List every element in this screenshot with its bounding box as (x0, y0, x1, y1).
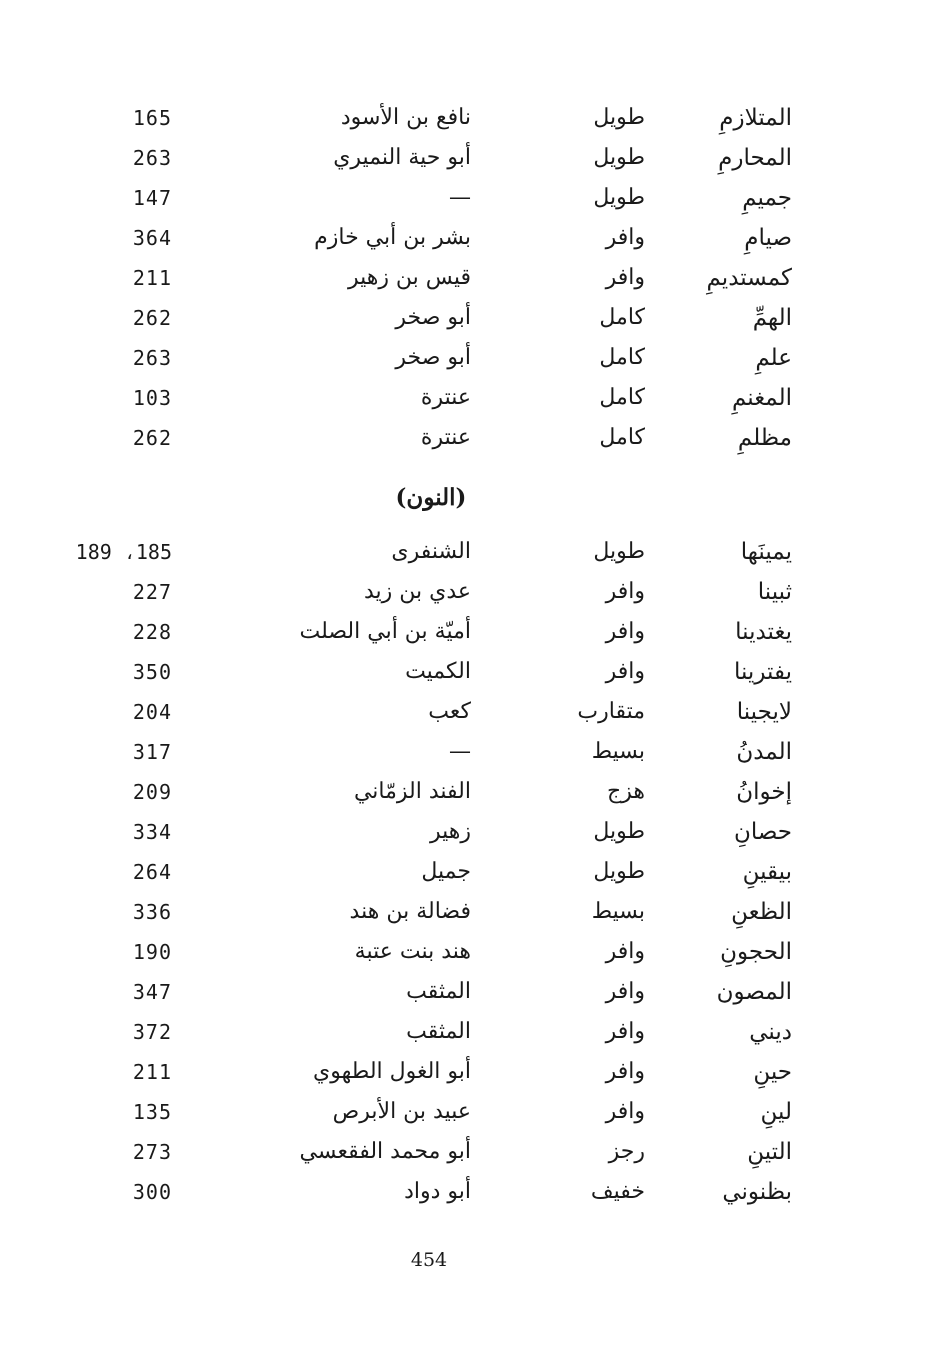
rhyme-word: بيقينِ (742, 859, 792, 885)
table-row (0, 692, 947, 732)
page-reference: 364 (132, 226, 172, 250)
poet-name: قيس بن زهير (347, 265, 471, 290)
page-reference: 336 (132, 900, 172, 924)
table-row (0, 892, 947, 932)
meter: طويل (593, 145, 645, 170)
poet-name: الشنفرى (391, 539, 471, 564)
table-row (0, 98, 947, 138)
table-row (0, 418, 947, 458)
meter: خفيف (590, 1179, 645, 1204)
table-row (0, 572, 947, 612)
table-row (0, 1012, 947, 1052)
rhyme-word: لايجينا (736, 699, 792, 725)
meter: متقارب (577, 699, 645, 724)
poet-name: أبو دواد (404, 1179, 471, 1204)
poet-name: أبو حية النميري (333, 145, 471, 170)
section-heading: (النون) (395, 484, 467, 511)
meter: طويل (593, 859, 645, 884)
poet-name: بشر بن أبي خازم (314, 225, 471, 250)
page-reference: 263 (132, 146, 172, 170)
rhyme-word: يمينَها (740, 539, 792, 565)
page-reference: 372 (132, 1020, 172, 1044)
table-row (0, 972, 947, 1012)
poet-name: أبو صخر (395, 345, 471, 370)
poet-name: هند بنت عتبة (354, 939, 471, 964)
table-row (0, 652, 947, 692)
meter: وافر (605, 939, 645, 964)
poet-name: — (449, 185, 471, 210)
rhyme-word: المتلازمِ (719, 105, 792, 131)
page-reference: 147 (132, 186, 172, 210)
rhyme-word: المدنُ (736, 739, 792, 765)
table-row (0, 532, 947, 572)
poet-name: فضالة بن هند (349, 899, 471, 924)
page-reference: 189 ،185 (75, 540, 172, 564)
page-reference: 334 (132, 820, 172, 844)
meter: بسيط (591, 739, 645, 764)
rhyme-word: حينِ (753, 1059, 792, 1085)
rhyme-word: جميمِ (742, 185, 792, 211)
table-row (0, 852, 947, 892)
table-row (0, 1092, 947, 1132)
poet-name: عدي بن زيد (363, 579, 471, 604)
meter: وافر (605, 1019, 645, 1044)
rhyme-word: إخوانُ (736, 779, 792, 805)
page-reference: 228 (132, 620, 172, 644)
rhyme-word: ثبينا (757, 579, 792, 605)
meter: رجز (608, 1139, 645, 1164)
rhyme-word: حصانِ (733, 819, 792, 845)
table-row (0, 258, 947, 298)
meter: وافر (605, 579, 645, 604)
meter: كامل (599, 425, 645, 450)
meter: طويل (593, 819, 645, 844)
table-row (0, 612, 947, 652)
meter: طويل (593, 105, 645, 130)
rhyme-word: كمستديمِ (706, 265, 792, 291)
poet-name: الفند الزمّاني (353, 779, 471, 804)
page-reference: 300 (132, 1180, 172, 1204)
rhyme-word: مظلمِ (737, 425, 792, 451)
table-row (0, 932, 947, 972)
rhyme-word: يغتدينا (735, 619, 792, 645)
poet-name: عنترة (420, 385, 471, 410)
poet-name: كعب (428, 699, 471, 724)
poet-name: أميّة بن أبي الصلت (299, 619, 471, 644)
table-row (0, 178, 947, 218)
poet-name: أبو الغول الطهوي (313, 1059, 471, 1084)
table-row (0, 812, 947, 852)
meter: وافر (605, 1059, 645, 1084)
rhyme-word: المصون (716, 979, 792, 1005)
page-number: 454 (410, 1249, 448, 1271)
page-reference: 347 (132, 980, 172, 1004)
rhyme-index-table-nun (0, 532, 947, 1212)
rhyme-word: يفترينا (733, 659, 792, 685)
table-row (0, 732, 947, 772)
page-reference: 135 (132, 1100, 172, 1124)
meter: وافر (605, 225, 645, 250)
rhyme-word: بظنوني (722, 1179, 792, 1205)
table-row (0, 218, 947, 258)
rhyme-word: صيامِ (744, 225, 792, 251)
rhyme-word: الهمِّ (752, 305, 792, 331)
page-reference: 350 (132, 660, 172, 684)
page-reference: 317 (132, 740, 172, 764)
table-row (0, 772, 947, 812)
page-reference: 211 (132, 1060, 172, 1084)
page-reference: 165 (132, 106, 172, 130)
meter: كامل (599, 345, 645, 370)
meter: طويل (593, 539, 645, 564)
rhyme-word: ديني (749, 1019, 792, 1045)
meter: وافر (605, 979, 645, 1004)
meter: وافر (605, 619, 645, 644)
meter: طويل (593, 185, 645, 210)
page-reference: 263 (132, 346, 172, 370)
page-reference: 209 (132, 780, 172, 804)
page-reference: 264 (132, 860, 172, 884)
page-reference: 103 (132, 386, 172, 410)
table-row (0, 298, 947, 338)
page-reference: 262 (132, 306, 172, 330)
page-reference: 273 (132, 1140, 172, 1164)
meter: كامل (599, 385, 645, 410)
poet-name: المثقب (406, 979, 471, 1004)
rhyme-word: التينِ (747, 1139, 792, 1165)
rhyme-word: لينِ (760, 1099, 792, 1125)
table-row (0, 378, 947, 418)
poet-name: أبو صخر (395, 305, 471, 330)
rhyme-word: الظعنِ (731, 899, 792, 925)
poet-name: أبو محمد الفقعسي (299, 1139, 471, 1164)
meter: وافر (605, 265, 645, 290)
meter: بسيط (591, 899, 645, 924)
table-row (0, 1132, 947, 1172)
poet-name: المثقب (406, 1019, 471, 1044)
rhyme-word: المغنمِ (731, 385, 792, 411)
meter: هزج (607, 779, 645, 804)
poet-name: نافع بن الأسود (340, 105, 471, 130)
page-reference: 211 (132, 266, 172, 290)
page-reference: 190 (132, 940, 172, 964)
page-reference: 227 (132, 580, 172, 604)
poet-name: جميل (421, 859, 471, 884)
table-row (0, 138, 947, 178)
poet-name: عنترة (420, 425, 471, 450)
page-reference: 262 (132, 426, 172, 450)
table-row (0, 1052, 947, 1092)
poet-name: زهير (429, 819, 471, 844)
page-reference: 204 (132, 700, 172, 724)
table-row (0, 338, 947, 378)
rhyme-index-table-mim (0, 98, 947, 458)
meter: كامل (599, 305, 645, 330)
poet-name: عبيد بن الأبرص (332, 1099, 471, 1124)
rhyme-word: الحجونِ (720, 939, 792, 965)
poet-name: الكميت (405, 659, 471, 684)
rhyme-word: المحارمِ (718, 145, 792, 171)
meter: وافر (605, 1099, 645, 1124)
meter: وافر (605, 659, 645, 684)
poet-name: — (449, 739, 471, 764)
rhyme-word: علمِ (755, 345, 792, 371)
table-row (0, 1172, 947, 1212)
